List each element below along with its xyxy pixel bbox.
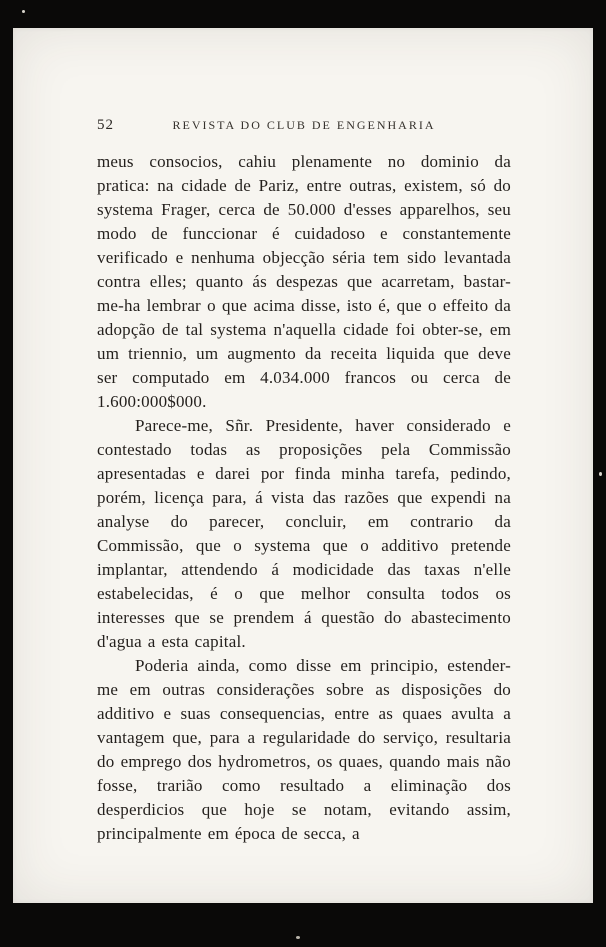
paragraph-continuation: meus consocios, cahiu plenamente no dominio da pratica: na cidade de Pariz, entre outras, existem, só do systema Frager, cerca de 50.000 d'esses apparelhos, seu modo de funccionar é cuidadoso e constantemente verificado e nenhuma objecção séria tem sido levantada contra elles; quanto ás despezas que acarretam, bastar-me-ha lembrar o que acima disse, isto é, que o effeito da adopção de tal systema n'aquella cidade foi obter-se, em um triennio, um augmento da receita liquida que deve ser computado em 4.034.000 francos ou cerca de 1.600:000$000. — [97, 152, 511, 411]
scan-artifact — [22, 10, 25, 13]
scan-artifact — [296, 936, 300, 939]
page-header — [97, 116, 511, 134]
text-block — [97, 150, 511, 846]
page-content — [13, 28, 593, 846]
running-title: REVISTA DO CLUB DE ENGENHARIA — [172, 118, 436, 132]
paragraph: Parece-me, Sñr. Presidente, haver considerado e contestado todas as proposições pela Commissão apresentadas e darei por finda minha tarefa, pedindo, porém, licença para, á vista das razões que expendi na analyse do parecer, concluir, em contrario da Commissão, que o systema que o additivo pretende implantar, attendendo á modicidade das taxas n'elle estabelecidas, é o que melhor consulta todos os interesses que se prendem á questão do abastecimento d'agua a esta capital. — [97, 416, 511, 651]
paragraph: Poderia ainda, como disse em principio, estender-me em outras considerações sobre as disposições do additivo e suas consequencias, entre as quaes avulta a vantagem que, para a regularidade do serviço, resultaria do emprego dos hydrometros, os quaes, quando mais não fosse, trarião como resultado a eliminação dos desperdicios que hoje se notam, evitando assim, principalmente em época de secca, a — [97, 656, 511, 843]
page — [13, 28, 593, 903]
scan-artifact — [599, 472, 602, 476]
page-number: 52 — [97, 117, 114, 133]
